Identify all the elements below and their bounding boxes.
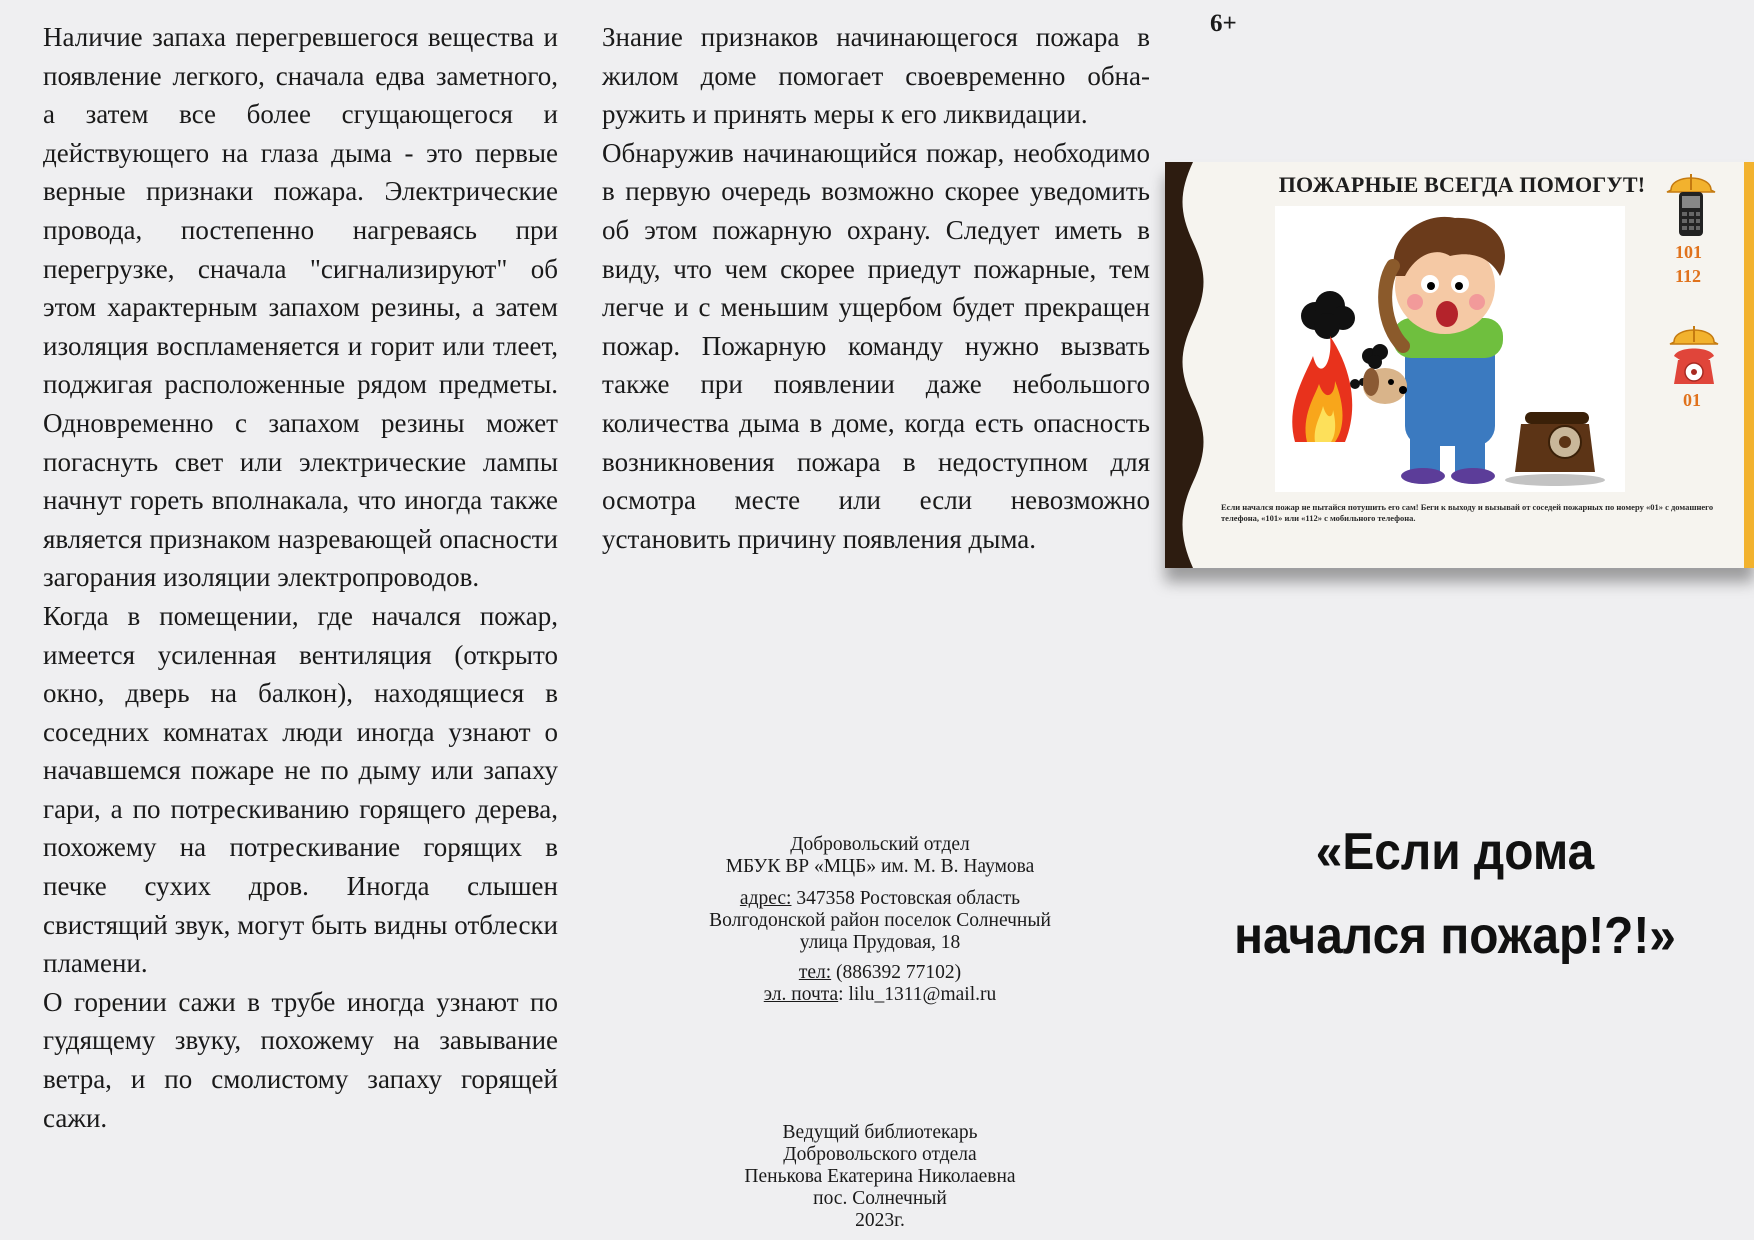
- paragraph-knowledge: Знание признаков начинающегося пожара в жилом доме помогает своевременно обнаружить и принять меры к его ликвидации.: [602, 22, 1150, 130]
- address-block: [690, 888, 1070, 954]
- author-position: Ведущий библиотекарь: [782, 1122, 978, 1143]
- mobile-phone-helmet-icon: [1665, 168, 1717, 240]
- left-text-column: [43, 18, 558, 1137]
- address-line-2: Волгодонской район поселок Солнечный: [709, 910, 1051, 931]
- email-value: : lilu_1311@mail.ru: [838, 984, 997, 1005]
- decorative-wave-border: [1165, 162, 1213, 568]
- title-line-1: «Если дома: [1315, 823, 1595, 881]
- paragraph-smell-signs: Наличие запаха перегревшегося вещества и появление легкого, сначала едва заметного, а затем все более сгущающегося и действующего на глаза дыма - это первые верные признаки пожара. Электрические провода, постепенно нагреваясь при перегрузке, сначала "сигнализируют" об этом характерным запахом резины, а затем изоляция воспламеняется и горит или тлеет, поджигая расположенные рядом предметы. Одновременно с запахом резины может погаснуть свет или электрические лампы начнут гореть вполнакала, что иногда также является признаком назревающей опасности загорания изоляции электропроводов.: [43, 22, 558, 593]
- email-line: [690, 984, 1070, 1006]
- illustration-graphic: [1275, 206, 1625, 492]
- decorative-stripe: [1744, 162, 1754, 568]
- emergency-number-101: 101: [1675, 242, 1702, 262]
- title-line-2: начался пожар!?!»: [1234, 907, 1676, 965]
- emergency-number-01: 01: [1683, 390, 1701, 410]
- address-line-1: [690, 888, 1070, 910]
- address-value: 347358 Ростовская область: [791, 888, 1021, 909]
- address-label: адрес:: [739, 888, 792, 909]
- author-name: Пенькова Екатерина Николаевна: [744, 1166, 1016, 1187]
- contact-block: [690, 962, 1070, 1006]
- author-locality: пос. Солнечный: [813, 1188, 947, 1209]
- card-title: ПОЖАРНЫЕ ВСЕГДА ПОМОГУТ!: [1278, 172, 1646, 197]
- paragraph-soot: О горении сажи в трубе иногда узнают по гудящему звуку, похожему на завывание ветра, и по смолистому запаху горящей сажи.: [43, 986, 558, 1133]
- fire-safety-picture: [1165, 162, 1754, 568]
- home-phone-helmet-icon: [1668, 322, 1720, 388]
- emergency-number-112: 112: [1675, 266, 1702, 286]
- phone-value: (886392 77102): [831, 962, 962, 983]
- phone-line: [690, 962, 1070, 984]
- age-rating-label: 6+: [1210, 10, 1237, 37]
- phone-label: тел:: [798, 962, 832, 983]
- org-name: МБУК ВР «МЦБ» им. М. В. Наумова: [725, 856, 1035, 877]
- address-line-3: улица Прудовая, 18: [799, 932, 961, 953]
- email-label: эл. почта: [763, 984, 839, 1005]
- paragraph-call-firefighters: Обнаружив начинающийся пожар, необходимо в первую очередь возможно скорее уведомить об этом пожарную охрану. Следует иметь в виду, что чем скорее приедут пожарные, тем легче и с меньшим ущербом будет прекращен пожар. Пожарную команду нужно вызвать также при появлении даже небольшого количества дыма в доме, когда есть опасность возникновения пожара в недоступном для осмотра месте или если невозможно установить причину появления дыма.: [602, 137, 1150, 554]
- paragraph-ventilation: Когда в помещении, где начался пожар, имеется усиленная вентиляция (открыто окно, дверь на балкон), находящиеся в соседних комнатах люди иногда узнают о начавшемся пожаре не по дыму или запаху гари, а по потрескиванию горящего дерева, похожему на потрескивание горящих в печке сухих дров. Иногда слышен свистящий звук, могут быть видны отблески пламени.: [43, 600, 558, 979]
- author-block: [690, 1122, 1070, 1232]
- booklet-title: [1225, 810, 1685, 978]
- boy-phone-illustration: [1275, 206, 1625, 492]
- middle-text-column: [602, 18, 1150, 558]
- author-department: Добровольского отдела: [783, 1144, 977, 1165]
- org-department: Добровольский отдел: [790, 834, 970, 855]
- card-caption: Если начался пожар не пытайся потушить его сам! Беги к выходу и вызывай от соседей пожарных по номеру «01» с домашнего телефона, «101» или «112» с мобильного телефона.: [1221, 502, 1714, 523]
- publication-year: 2023г.: [855, 1210, 905, 1231]
- organisation-block: [690, 834, 1070, 878]
